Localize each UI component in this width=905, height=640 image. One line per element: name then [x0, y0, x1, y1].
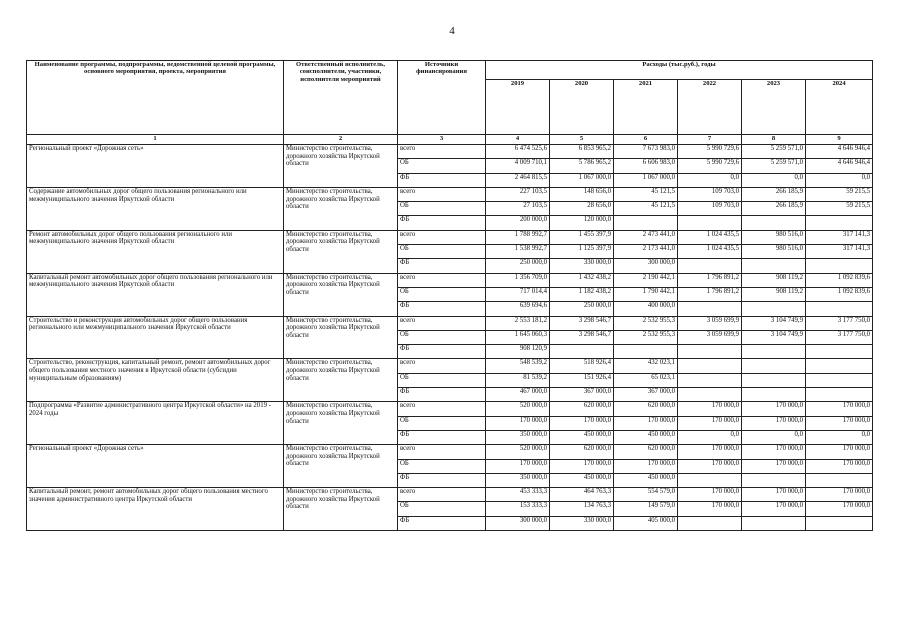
amount-cell-2019: 350 000,0 [486, 473, 550, 487]
amount-cell-2022: 170 000,0 [678, 488, 742, 502]
amount-cell-2024: 170 000,0 [806, 459, 873, 473]
funding-source-cell: всего [398, 316, 486, 330]
header-executor-col: Ответственный исполнитель, соисполнители, участники, исполнители мероприятий [284, 61, 398, 135]
amount-cell-2020: 3 298 546,7 [550, 316, 614, 330]
amount-cell-2019: 153 333,3 [486, 502, 550, 516]
amount-cell-2019: 170 000,0 [486, 459, 550, 473]
header-year-2019: 2019 [486, 80, 550, 135]
amount-cell-2021: 45 121,5 [614, 187, 678, 201]
amount-cell-2024 [806, 388, 873, 402]
program-name-cell: Содержание автомобильных дорог общего пользования регионального или межмуниципального значения Иркутской области [27, 187, 284, 230]
amount-cell-2023: 266 185,9 [742, 202, 806, 216]
header-year-2022: 2022 [678, 80, 742, 135]
amount-cell-2024 [806, 516, 873, 530]
amount-cell-2024: 3 177 750,0 [806, 316, 873, 330]
amount-cell-2020: 450 000,0 [550, 430, 614, 444]
amount-cell-2024: 317 141,3 [806, 230, 873, 244]
amount-cell-2021: 300 000,0 [614, 259, 678, 273]
amount-cell-2019: 4 009 710,1 [486, 159, 550, 173]
amount-cell-2022: 1 024 435,5 [678, 245, 742, 259]
funding-source-cell: ФБ [398, 216, 486, 230]
amount-cell-2019: 2 464 815,5 [486, 173, 550, 187]
program-name-cell: Капитальный ремонт, ремонт автомобильных дорог общего пользования местного значения административного центра Иркутской области [27, 488, 284, 531]
header-index-row [27, 135, 873, 145]
amount-cell-2020: 170 000,0 [550, 459, 614, 473]
amount-cell-2024: 0,0 [806, 430, 873, 444]
header-index-cell: 7 [678, 135, 742, 145]
table-row [27, 359, 873, 373]
table-row [27, 273, 873, 287]
amount-cell-2022: 1 796 891,2 [678, 273, 742, 287]
funding-source-cell: всего [398, 230, 486, 244]
header-year-2024: 2024 [806, 80, 873, 135]
amount-cell-2021: 170 000,0 [614, 459, 678, 473]
amount-cell-2021: 45 121,5 [614, 202, 678, 216]
funding-source-cell: всего [398, 488, 486, 502]
amount-cell-2023 [742, 373, 806, 387]
amount-cell-2022 [678, 373, 742, 387]
header-index-cell: 4 [486, 135, 550, 145]
amount-cell-2021: 620 000,0 [614, 445, 678, 459]
amount-cell-2020: 5 786 965,2 [550, 159, 614, 173]
amount-cell-2020: 120 000,0 [550, 216, 614, 230]
header-index-cell: 8 [742, 135, 806, 145]
funding-source-cell: ФБ [398, 430, 486, 444]
funding-source-cell: ОБ [398, 459, 486, 473]
amount-cell-2022: 170 000,0 [678, 445, 742, 459]
amount-cell-2022 [678, 302, 742, 316]
table-row [27, 230, 873, 244]
program-name-cell: Региональный проект «Дорожная сеть» [27, 445, 284, 488]
amount-cell-2024 [806, 216, 873, 230]
amount-cell-2020: 1 067 000,0 [550, 173, 614, 187]
amount-cell-2023: 5 259 571,0 [742, 159, 806, 173]
amount-cell-2019: 350 000,0 [486, 430, 550, 444]
amount-cell-2024: 59 215,5 [806, 202, 873, 216]
executor-cell: Министерство строительства, дорожного хозяйства Иркутской области [284, 273, 398, 316]
header-name-col: Наименование программы, подпрограммы, ведомственной целевой программы, основного мероприятия, проекта, мероприятия [27, 61, 284, 135]
amount-cell-2022: 170 000,0 [678, 416, 742, 430]
amount-cell-2021 [614, 216, 678, 230]
amount-cell-2021: 432 023,1 [614, 359, 678, 373]
funding-source-cell: всего [398, 402, 486, 416]
amount-cell-2019: 300 000,0 [486, 516, 550, 530]
funding-source-cell: ОБ [398, 159, 486, 173]
executor-cell: Министерство строительства, дорожного хозяйства Иркутской области [284, 445, 398, 488]
executor-cell: Министерство строительства, дорожного хозяйства Иркутской области [284, 488, 398, 531]
amount-cell-2020: 6 853 965,2 [550, 145, 614, 159]
amount-cell-2020: 148 656,0 [550, 187, 614, 201]
amount-cell-2024 [806, 373, 873, 387]
amount-cell-2020: 464 763,3 [550, 488, 614, 502]
budget-table [26, 60, 873, 531]
program-name-cell: Капитальный ремонт автомобильных дорог общего пользования регионального или межмуниципального значения Иркутской области [27, 273, 284, 316]
amount-cell-2021: 6 606 983,0 [614, 159, 678, 173]
table-row [27, 402, 873, 416]
amount-cell-2021: 400 000,0 [614, 302, 678, 316]
amount-cell-2022: 1 796 891,2 [678, 287, 742, 301]
amount-cell-2022: 170 000,0 [678, 402, 742, 416]
amount-cell-2019: 908 120,9 [486, 345, 550, 359]
amount-cell-2019: 170 000,0 [486, 416, 550, 430]
amount-cell-2023: 5 259 571,0 [742, 145, 806, 159]
amount-cell-2022: 109 703,0 [678, 202, 742, 216]
amount-cell-2022: 3 059 699,9 [678, 330, 742, 344]
funding-source-cell: ОБ [398, 330, 486, 344]
executor-cell: Министерство строительства, дорожного хозяйства Иркутской области [284, 316, 398, 359]
program-name-cell: Ремонт автомобильных дорог общего пользования регионального или межмуниципального значения Иркутской области [27, 230, 284, 273]
amount-cell-2019: 467 000,0 [486, 388, 550, 402]
program-name-cell: Строительство и реконструкция автомобильных дорог общего пользования регионального или межмуниципального значения Иркутской области [27, 316, 284, 359]
amount-cell-2019: 200 000,0 [486, 216, 550, 230]
amount-cell-2022 [678, 345, 742, 359]
amount-cell-2020: 1 182 438,2 [550, 287, 614, 301]
funding-source-cell: ФБ [398, 345, 486, 359]
executor-cell: Министерство строительства, дорожного хозяйства Иркутской области [284, 145, 398, 188]
amount-cell-2019: 1 538 992,7 [486, 245, 550, 259]
amount-cell-2019: 520 000,0 [486, 445, 550, 459]
program-name-cell: Подпрограмма «Развитие административного центра Иркутской области» на 2019 - 2024 годы [27, 402, 284, 445]
amount-cell-2021: 2 473 441,0 [614, 230, 678, 244]
amount-cell-2023: 908 119,2 [742, 273, 806, 287]
amount-cell-2021: 450 000,0 [614, 473, 678, 487]
amount-cell-2023: 170 000,0 [742, 488, 806, 502]
amount-cell-2019: 2 553 181,2 [486, 316, 550, 330]
amount-cell-2020 [550, 345, 614, 359]
page-number: 4 [449, 25, 455, 37]
amount-cell-2020: 250 000,0 [550, 302, 614, 316]
amount-cell-2020: 620 000,0 [550, 402, 614, 416]
amount-cell-2020: 134 763,3 [550, 502, 614, 516]
amount-cell-2021: 2 190 442,1 [614, 273, 678, 287]
program-name-cell: Строительство, реконструкция, капитальный ремонт, ремонт автомобильных дорог общего пользования местного значения в Иркутской области (субсидии муниципальным образованиям) [27, 359, 284, 402]
amount-cell-2022 [678, 259, 742, 273]
amount-cell-2024: 170 000,0 [806, 416, 873, 430]
amount-cell-2019: 1 356 709,0 [486, 273, 550, 287]
amount-cell-2023 [742, 345, 806, 359]
funding-source-cell: ФБ [398, 173, 486, 187]
amount-cell-2019: 717 014,4 [486, 287, 550, 301]
header-expenses-col: Расходы (тыс.руб.), годы [486, 61, 873, 80]
amount-cell-2019: 548 539,2 [486, 359, 550, 373]
amount-cell-2020: 170 000,0 [550, 416, 614, 430]
amount-cell-2022: 3 059 699,9 [678, 316, 742, 330]
amount-cell-2020: 620 000,0 [550, 445, 614, 459]
funding-source-cell: всего [398, 273, 486, 287]
table-body [27, 145, 873, 531]
table-row [27, 187, 873, 201]
amount-cell-2024 [806, 359, 873, 373]
amount-cell-2022 [678, 388, 742, 402]
amount-cell-2023 [742, 216, 806, 230]
amount-cell-2023: 170 000,0 [742, 459, 806, 473]
amount-cell-2024: 0,0 [806, 173, 873, 187]
amount-cell-2024: 4 646 946,4 [806, 159, 873, 173]
amount-cell-2022: 0,0 [678, 173, 742, 187]
amount-cell-2019: 639 694,6 [486, 302, 550, 316]
amount-cell-2021: 1 067 000,0 [614, 173, 678, 187]
funding-source-cell: ФБ [398, 473, 486, 487]
amount-cell-2022: 5 990 729,6 [678, 145, 742, 159]
amount-cell-2020: 450 000,0 [550, 473, 614, 487]
amount-cell-2019: 520 000,0 [486, 402, 550, 416]
amount-cell-2024: 3 177 750,0 [806, 330, 873, 344]
amount-cell-2022 [678, 473, 742, 487]
amount-cell-2023 [742, 473, 806, 487]
amount-cell-2024: 1 092 839,6 [806, 287, 873, 301]
amount-cell-2020: 1 455 397,9 [550, 230, 614, 244]
funding-source-cell: всего [398, 145, 486, 159]
table-row [27, 316, 873, 330]
amount-cell-2024: 1 092 839,6 [806, 273, 873, 287]
amount-cell-2022 [678, 516, 742, 530]
amount-cell-2024: 4 646 946,4 [806, 145, 873, 159]
amount-cell-2021: 2 532 955,3 [614, 316, 678, 330]
amount-cell-2022: 170 000,0 [678, 502, 742, 516]
amount-cell-2023 [742, 359, 806, 373]
amount-cell-2019: 1 788 992,7 [486, 230, 550, 244]
header-source-col: Источники финансирования [398, 61, 486, 135]
amount-cell-2020: 518 926,4 [550, 359, 614, 373]
amount-cell-2022: 5 990 729,6 [678, 159, 742, 173]
header-index-cell: 3 [398, 135, 486, 145]
amount-cell-2023 [742, 388, 806, 402]
amount-cell-2022: 0,0 [678, 430, 742, 444]
amount-cell-2020: 151 926,4 [550, 373, 614, 387]
amount-cell-2020: 1 432 438,2 [550, 273, 614, 287]
amount-cell-2023: 3 104 749,9 [742, 330, 806, 344]
amount-cell-2020: 1 125 397,9 [550, 245, 614, 259]
funding-source-cell: ФБ [398, 388, 486, 402]
funding-source-cell: ОБ [398, 373, 486, 387]
amount-cell-2024: 170 000,0 [806, 488, 873, 502]
funding-source-cell: ОБ [398, 202, 486, 216]
funding-source-cell: всего [398, 187, 486, 201]
amount-cell-2023: 0,0 [742, 173, 806, 187]
executor-cell: Министерство строительства, дорожного хозяйства Иркутской области [284, 359, 398, 402]
amount-cell-2020: 3 298 546,7 [550, 330, 614, 344]
header-index-cell: 2 [284, 135, 398, 145]
amount-cell-2023: 0,0 [742, 430, 806, 444]
amount-cell-2020: 330 000,0 [550, 259, 614, 273]
funding-source-cell: ФБ [398, 259, 486, 273]
amount-cell-2024: 170 000,0 [806, 402, 873, 416]
amount-cell-2021: 7 673 983,0 [614, 145, 678, 159]
amount-cell-2021: 65 023,1 [614, 373, 678, 387]
amount-cell-2021: 450 000,0 [614, 430, 678, 444]
amount-cell-2024 [806, 473, 873, 487]
amount-cell-2023: 170 000,0 [742, 416, 806, 430]
amount-cell-2023: 170 000,0 [742, 402, 806, 416]
amount-cell-2019: 1 645 060,3 [486, 330, 550, 344]
executor-cell: Министерство строительства, дорожного хозяйства Иркутской области [284, 230, 398, 273]
amount-cell-2024: 170 000,0 [806, 502, 873, 516]
amount-cell-2023: 980 516,0 [742, 245, 806, 259]
amount-cell-2020: 367 000,0 [550, 388, 614, 402]
header-index-cell: 1 [27, 135, 284, 145]
amount-cell-2019: 453 333,3 [486, 488, 550, 502]
amount-cell-2023: 980 516,0 [742, 230, 806, 244]
amount-cell-2021: 367 000,0 [614, 388, 678, 402]
amount-cell-2022: 1 024 435,5 [678, 230, 742, 244]
amount-cell-2024 [806, 302, 873, 316]
amount-cell-2019: 227 103,5 [486, 187, 550, 201]
table-row [27, 145, 873, 159]
amount-cell-2021: 2 532 955,3 [614, 330, 678, 344]
amount-cell-2021: 2 173 441,0 [614, 245, 678, 259]
funding-source-cell: ОБ [398, 416, 486, 430]
amount-cell-2021: 149 579,0 [614, 502, 678, 516]
funding-source-cell: всего [398, 359, 486, 373]
funding-source-cell: ОБ [398, 502, 486, 516]
funding-source-cell: ФБ [398, 516, 486, 530]
executor-cell: Министерство строительства, дорожного хозяйства Иркутской области [284, 402, 398, 445]
amount-cell-2020: 28 656,0 [550, 202, 614, 216]
funding-source-cell: ОБ [398, 245, 486, 259]
amount-cell-2019: 250 000,0 [486, 259, 550, 273]
amount-cell-2024: 59 215,5 [806, 187, 873, 201]
amount-cell-2024: 170 000,0 [806, 445, 873, 459]
amount-cell-2024 [806, 345, 873, 359]
amount-cell-2022: 170 000,0 [678, 459, 742, 473]
amount-cell-2021: 170 000,0 [614, 416, 678, 430]
amount-cell-2023 [742, 302, 806, 316]
amount-cell-2023: 170 000,0 [742, 445, 806, 459]
executor-cell: Министерство строительства, дорожного хозяйства Иркутской области [284, 187, 398, 230]
amount-cell-2021: 554 579,0 [614, 488, 678, 502]
table-row [27, 445, 873, 459]
funding-source-cell: ФБ [398, 302, 486, 316]
header-index-cell: 6 [614, 135, 678, 145]
header-year-2023: 2023 [742, 80, 806, 135]
amount-cell-2022 [678, 216, 742, 230]
amount-cell-2022 [678, 359, 742, 373]
amount-cell-2023 [742, 259, 806, 273]
amount-cell-2023 [742, 516, 806, 530]
header-index-cell: 5 [550, 135, 614, 145]
amount-cell-2023: 908 119,2 [742, 287, 806, 301]
amount-cell-2024: 317 141,3 [806, 245, 873, 259]
header-index-cell: 9 [806, 135, 873, 145]
header-year-2021: 2021 [614, 80, 678, 135]
amount-cell-2021: 1 790 442,1 [614, 287, 678, 301]
program-name-cell: Региональный проект «Дорожная сеть» [27, 145, 284, 188]
amount-cell-2021: 405 000,0 [614, 516, 678, 530]
amount-cell-2021: 620 000,0 [614, 402, 678, 416]
amount-cell-2022: 109 703,0 [678, 187, 742, 201]
amount-cell-2024 [806, 259, 873, 273]
table-row [27, 488, 873, 502]
amount-cell-2023: 3 104 749,9 [742, 316, 806, 330]
amount-cell-2019: 6 474 525,6 [486, 145, 550, 159]
amount-cell-2023: 170 000,0 [742, 502, 806, 516]
amount-cell-2019: 81 539,2 [486, 373, 550, 387]
amount-cell-2021 [614, 345, 678, 359]
amount-cell-2023: 266 185,9 [742, 187, 806, 201]
funding-source-cell: всего [398, 445, 486, 459]
amount-cell-2019: 27 103,5 [486, 202, 550, 216]
funding-source-cell: ОБ [398, 287, 486, 301]
header-year-2020: 2020 [550, 80, 614, 135]
amount-cell-2020: 330 000,0 [550, 516, 614, 530]
